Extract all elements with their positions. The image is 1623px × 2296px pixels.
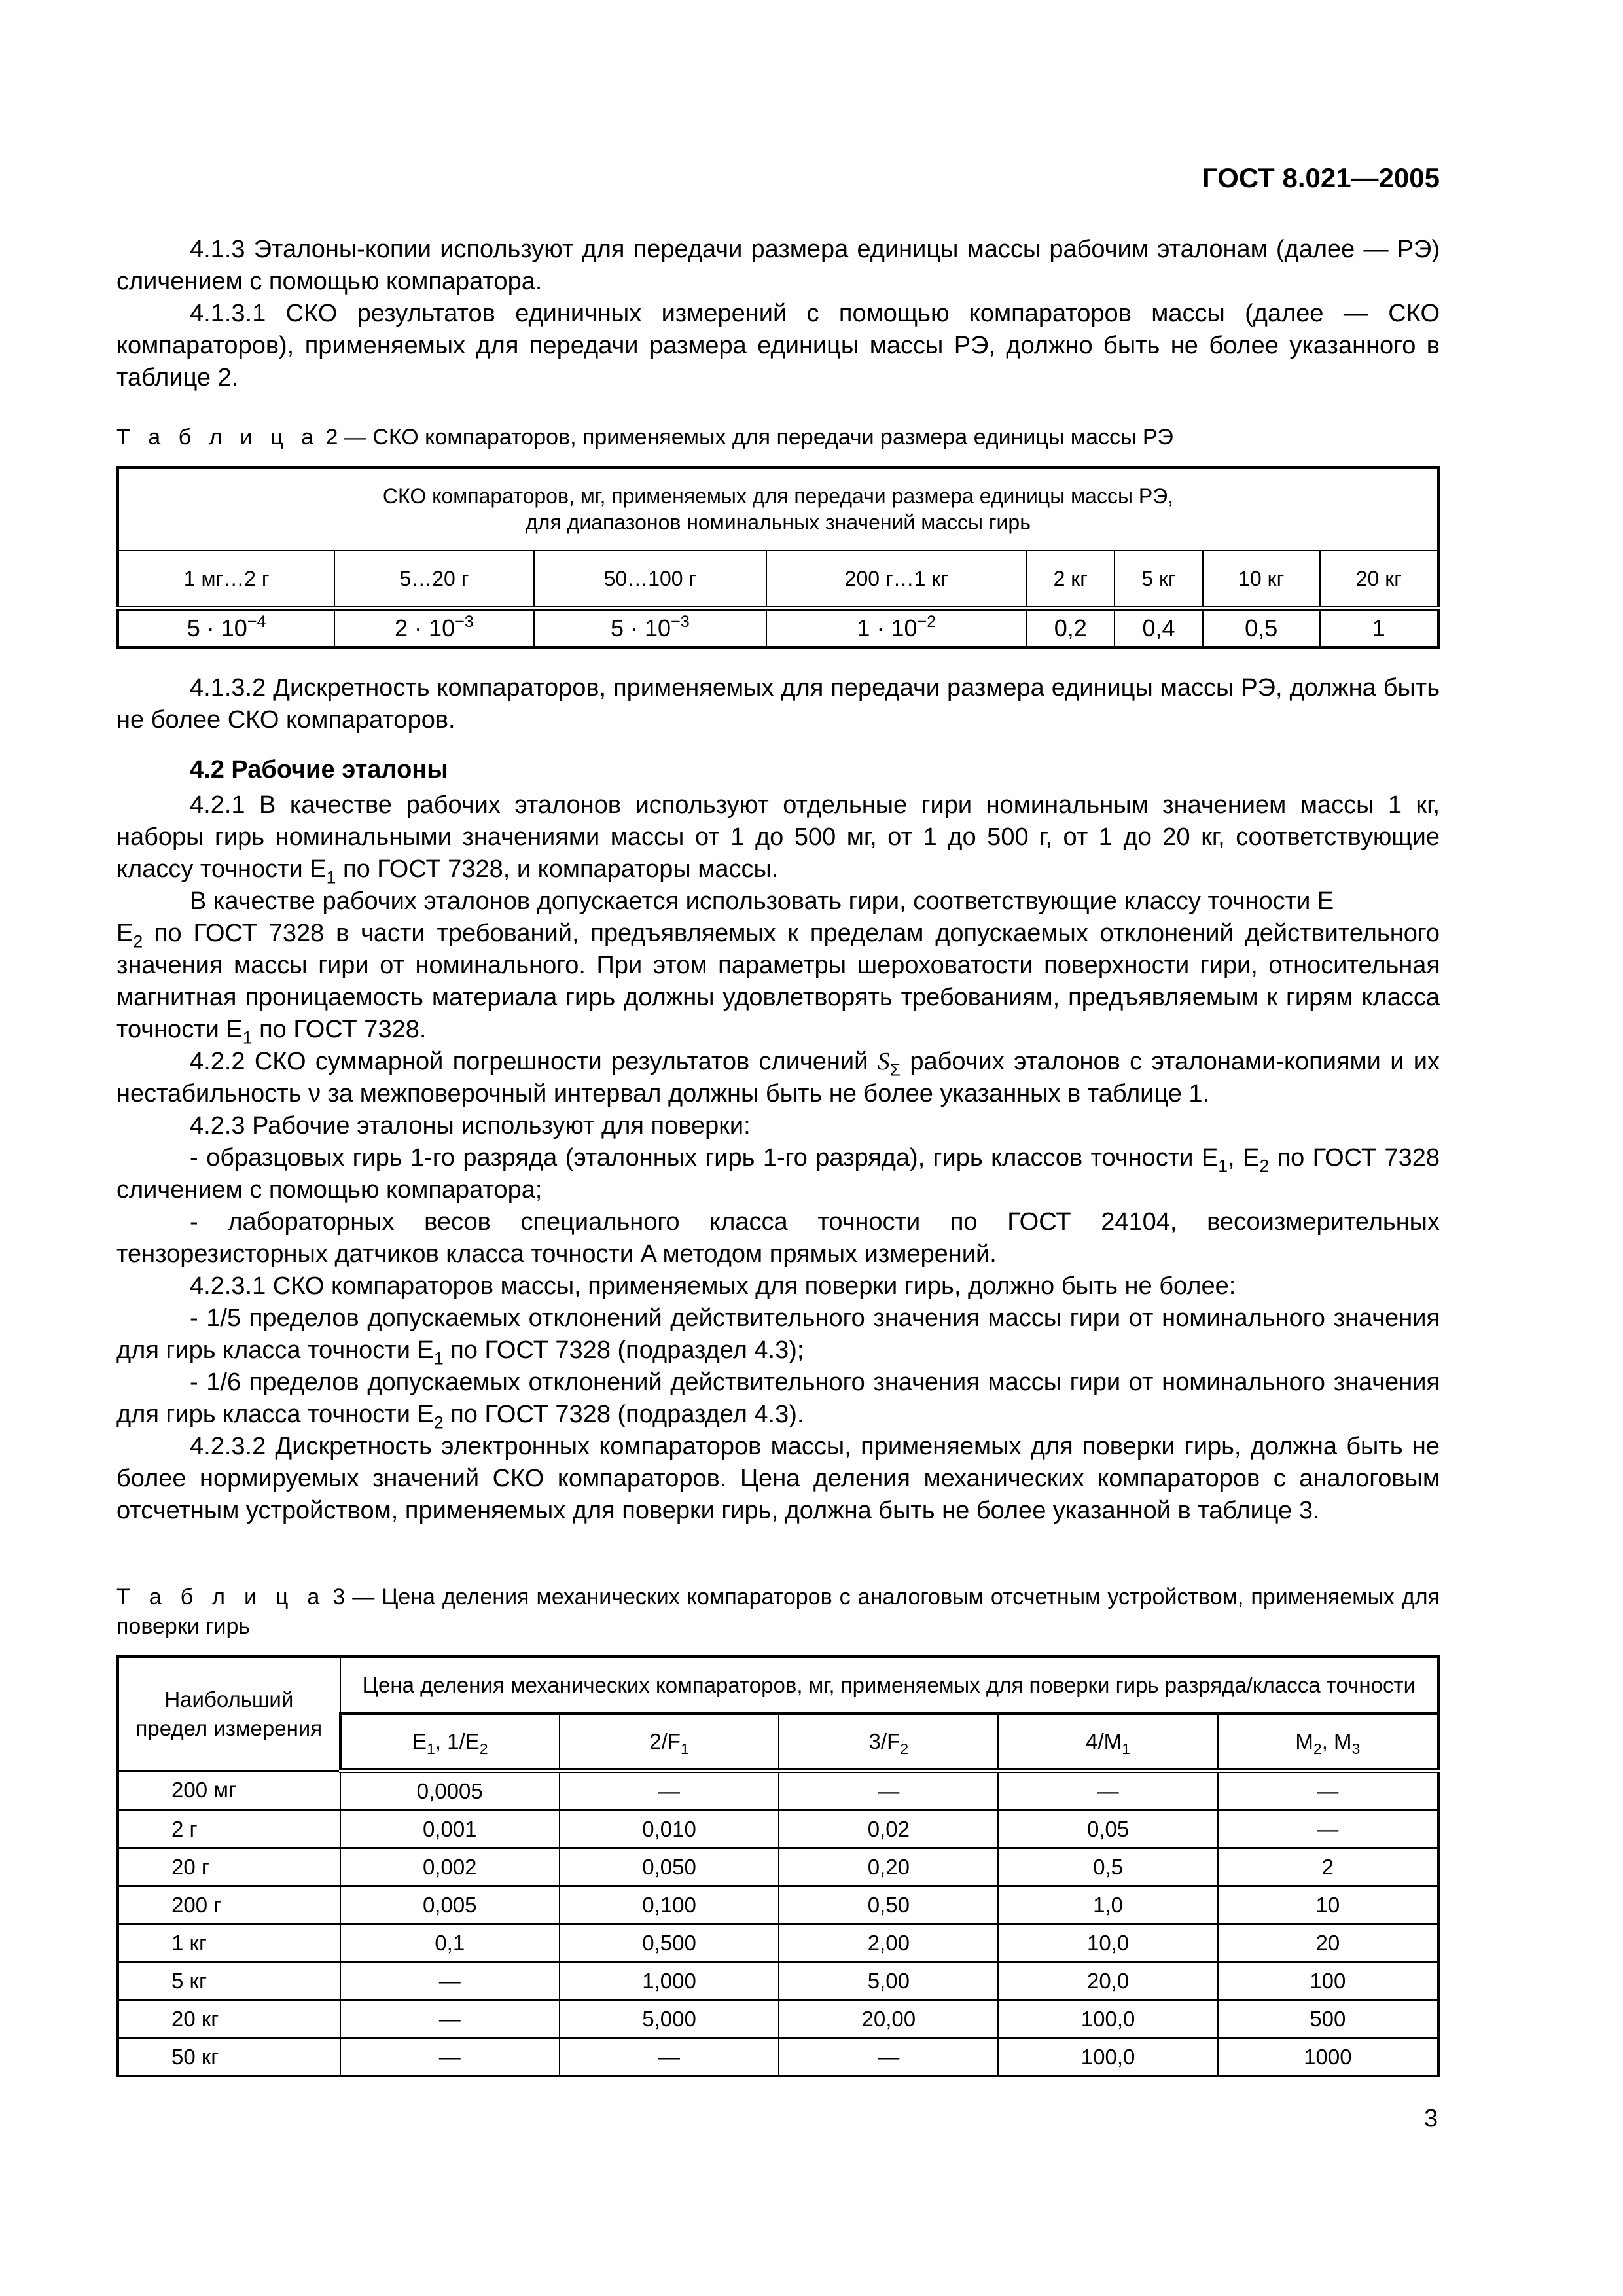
table2-cell: 1 (1320, 609, 1438, 648)
table-row (118, 1962, 1438, 2000)
table3-cell: 20 (1218, 1924, 1438, 1962)
table3-cell: 0,05 (998, 1810, 1217, 1848)
table2-cell: 0,2 (1026, 609, 1115, 648)
table3-cell: 1,000 (560, 1962, 779, 2000)
table3-limit-cell: 5 кг (118, 1962, 340, 2000)
table3-cell: 0,50 (779, 1886, 998, 1924)
paragraph-4-2-3-1: 4.2.3.1 СКО компараторов массы, применяемых для поверки гирь, должно быть не более: (190, 1272, 1236, 1300)
table3-cell: 100 (1218, 1962, 1438, 2000)
table3-caption-text: 3 — Цена деления механических компараторов с аналоговым отсчетным устройством, применяемых для поверки гирь (116, 1585, 1440, 1639)
table3-cell: — (1218, 1771, 1438, 1810)
paragraph-4-2-1: 4.2.1 В качестве рабочих эталонов используют отдельные гири номинальным значением массы 1 кг, наборы гирь номинальными значениями массы от 1 до 500 мг, от 1 до 500 г, от 1 до 20 кг, соответствующие классу точности $E_1$ по ГОСТ 7328, и компараторы массы. (116, 791, 1440, 888)
table2-col-header: 200 г…1 кг (766, 550, 1026, 609)
table2-caption-label: Т а б л и ц а (116, 425, 320, 450)
table2-cell: $5 \cdot 10^{-4}$ (118, 609, 334, 648)
table3-cell: 500 (1218, 2000, 1438, 2038)
table3-caption-label: Т а б л и ц а (116, 1585, 326, 1609)
table-row (118, 2038, 1438, 2077)
table2-col-header: 10 кг (1203, 550, 1320, 609)
table2-column-headers (118, 550, 1438, 609)
table3-cell: 100,0 (998, 2038, 1217, 2077)
table3-cell: — (779, 2038, 998, 2077)
table3-cell: — (340, 1962, 560, 2000)
table3-col-header: $4/M_1$ (998, 1713, 1217, 1771)
table3-cell: 20,0 (998, 1962, 1217, 2000)
table3-cell: — (560, 2038, 779, 2077)
document-id-header: ГОСТ 8.021—2005 (1202, 162, 1440, 193)
list-item: - образцовых гирь 1-го разряда (эталонных гирь 1-го разряда), гирь классов точности $E_1$, $E_2$ по ГОСТ 7328 сличением с помощью компаратора; (116, 1144, 1440, 1204)
table3-rowhead-header: Наибольший предел измерения (118, 1657, 340, 1771)
table3-cell: 1000 (1218, 2038, 1438, 2077)
paragraph-4-2-3-2: 4.2.3.2 Дискретность электронных компараторов массы, применяемых для поверки гирь, должна быть не более нормируемых значений СКО компараторов. Цена деления механических компараторов с аналоговым отсчетным устройством, применяемых для поверки гирь, должна быть не более указанной в таблице 3. (116, 1433, 1440, 1524)
table3-cell: 0,050 (560, 1848, 779, 1886)
table3-cell: 0,0005 (340, 1771, 560, 1810)
table3-limit-cell: 2 г (118, 1810, 340, 1848)
table3-cell: 0,02 (779, 1810, 998, 1848)
list-item: - лабораторных весов специального класса точности по ГОСТ 24104, весоизмерительных тензорезисторных датчиков класса точности A методом прямых измерений. (116, 1208, 1440, 1268)
table-row (118, 1924, 1438, 1962)
table3-cell: — (1218, 1810, 1438, 1848)
table3-col-header: $M_2$, $M_3$ (1218, 1713, 1438, 1771)
table3-cell: 0,5 (998, 1848, 1217, 1886)
table3-cell: 0,010 (560, 1810, 779, 1848)
table3-limit-cell: 200 мг (118, 1771, 340, 1810)
table2-col-header: 2 кг (1026, 550, 1115, 609)
table2-col-header: 5 кг (1115, 550, 1203, 609)
table2-group-header (118, 467, 1438, 550)
table-row (118, 1848, 1438, 1886)
table2-col-header: 5…20 г (334, 550, 533, 609)
table3-cell: — (340, 2000, 560, 2038)
table-2 (116, 466, 1440, 649)
paragraph-4-1-3: 4.1.3 Эталоны-копии используют для передачи размера единицы массы рабочим эталонам (далее — РЭ) сличением с помощью компаратора. (116, 236, 1440, 295)
table2-values-row (118, 609, 1438, 648)
table3-limit-cell: 20 кг (118, 2000, 340, 2038)
table3-cell: 2,00 (779, 1924, 998, 1962)
table3-cell: 0,20 (779, 1848, 998, 1886)
table3-cell: 1,0 (998, 1886, 1217, 1924)
table3-limit-cell: 200 г (118, 1886, 340, 1924)
paragraph-4-2-2: 4.2.2 СКО суммарной погрешности результатов сличений $S_\Sigma$ рабочих эталонов с эталонами-копиями и их нестабильность ν за межповерочный интервал должны быть не более указанных в таблице 1. (116, 1048, 1440, 1107)
table3-cell: 0,005 (340, 1886, 560, 1924)
table-row (118, 2000, 1438, 2038)
table3-cell: 10 (1218, 1886, 1438, 1924)
table2-col-header: 20 кг (1320, 550, 1438, 609)
table2-cell: 0,4 (1115, 609, 1203, 648)
table2-cell: $2 \cdot 10^{-3}$ (334, 609, 533, 648)
table2-col-header: 1 мг…2 г (118, 550, 334, 609)
table2-cell: $1 \cdot 10^{-2}$ (766, 609, 1026, 648)
table3-cell: 10,0 (998, 1924, 1217, 1962)
table3-cell: — (998, 1771, 1217, 1810)
table3-limit-cell: 1 кг (118, 1924, 340, 1962)
table3-cell: 0,100 (560, 1886, 779, 1924)
paragraph-4-2-1-cont: В качестве рабочих эталонов допускается использовать гири, соответствующие классу точности E $E_2$ по ГОСТ 7328 в части требований, предъявляемых к пределам допускаемых отклонений действительного значения массы гири от номинального. При этом параметры шероховатости поверхности гири, относительная магнитная проницаемость материала гирь должны удовлетворять требованиям, предъявляемым к гирям класса точности $E_1$ по ГОСТ 7328. (116, 888, 1440, 1048)
table2-header-line1: СКО компараторов, мг, применяемых для передачи размера единицы массы РЭ, (382, 484, 1174, 508)
page-number: 3 (1424, 2105, 1438, 2132)
table3-limit-cell: 20 г (118, 1848, 340, 1886)
table2-cell: $5 \cdot 10^{-3}$ (534, 609, 767, 648)
section-4-2 (116, 750, 1440, 1527)
table2-header-line2: для диапазонов номинальных значений массы гирь (526, 511, 1031, 534)
table-row (118, 1771, 1438, 1810)
table3-limit-cell: 50 кг (118, 2038, 340, 2077)
table2-caption-text: 2 — СКО компараторов, применяемых для передачи размера единицы массы РЭ (319, 425, 1173, 450)
table3-cell: — (340, 2038, 560, 2077)
section-heading-4-2: 4.2 Рабочие эталоны (190, 756, 448, 783)
paragraph-4-1-3-1: 4.1.3.1 СКО результатов единичных измерений с помощью компараторов массы (далее — СКО компараторов), применяемых для передачи размера единицы массы РЭ, должно быть не более указанного в таблице 2. (116, 300, 1440, 391)
table3-cell: 20,00 (779, 2000, 998, 2038)
paragraph-4-1-3-2: 4.1.3.2 Дискретность компараторов, применяемых для передачи размера единицы массы РЭ, должна быть не более СКО компараторов. (116, 674, 1440, 734)
section-4-1-3 (116, 234, 1440, 394)
table3-cell: 0,500 (560, 1924, 779, 1962)
table3-cell: — (779, 1771, 998, 1810)
table3-cell: 0,001 (340, 1810, 560, 1848)
table-row (118, 1810, 1438, 1848)
paragraph-4-2-3: 4.2.3 Рабочие эталоны используют для поверки: (190, 1112, 751, 1139)
table3-col-header: $E_1$, $1/E_2$ (340, 1713, 560, 1771)
table2-cell: 0,5 (1203, 609, 1320, 648)
table3-cell: 5,000 (560, 2000, 779, 2038)
table3-col-header: $3/F_2$ (779, 1713, 998, 1771)
table3-cell: 5,00 (779, 1962, 998, 2000)
table3-cell: — (560, 1771, 779, 1810)
table3-group-header: Цена деления механических компараторов, мг, применяемых для поверки гирь разряда/класса точности (340, 1657, 1438, 1713)
section-4-1-3-2 (116, 672, 1440, 736)
table3-cell: 100,0 (998, 2000, 1217, 2038)
table2-caption (116, 423, 1440, 452)
list-item: - 1/6 пределов допускаемых отклонений действительного значения массы гири от номинального значения для гирь класса точности $E_2$ по ГОСТ 7328 (подраздел 4.3). (116, 1369, 1440, 1433)
table2-col-header: 50…100 г (534, 550, 767, 609)
table3-col-header: $2/F_1$ (560, 1713, 779, 1771)
table3-cell: 0,1 (340, 1924, 560, 1962)
list-item: - 1/5 пределов допускаемых отклонений действительного значения массы гири от номинального значения для гирь класса точности $E_1$ по ГОСТ 7328 (подраздел 4.3); (116, 1304, 1440, 1369)
table3-caption (116, 1583, 1440, 1641)
table-3 (116, 1655, 1440, 2077)
table-row (118, 1886, 1438, 1924)
table3-cell: 2 (1218, 1848, 1438, 1886)
table3-cell: 0,002 (340, 1848, 560, 1886)
